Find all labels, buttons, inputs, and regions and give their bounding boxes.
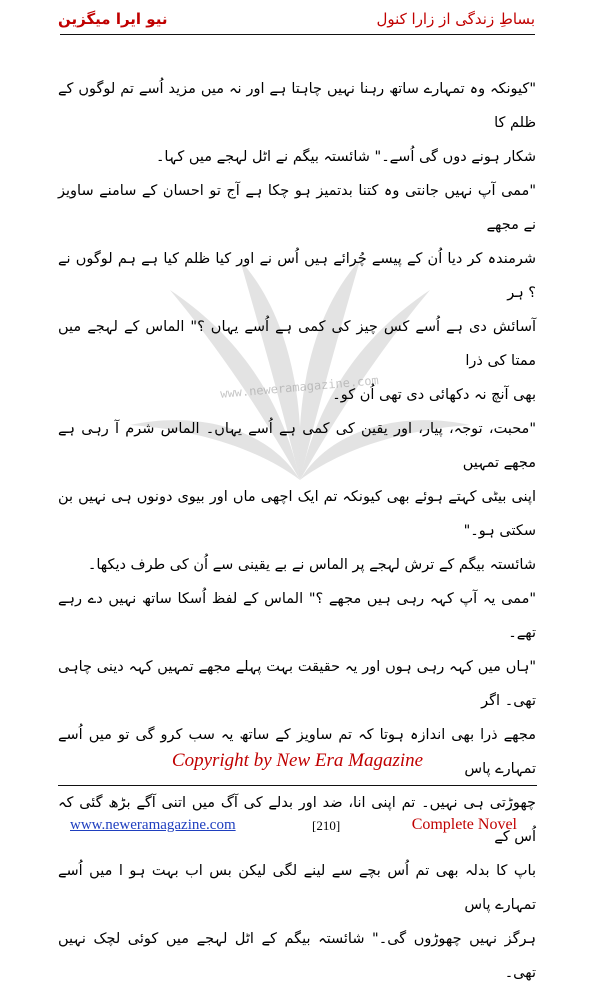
section-label: Complete Novel	[411, 816, 517, 833]
body-line: "ممی آپ نہیں جانتی وہ کتنا بدتمیز ہو چکا ہے آج تو احسان کے سامنے ساویز نے مجھے	[58, 183, 536, 233]
body-line: "ممی یہ آپ کہہ رہی ہیں مجھے ؟" الماس کے لفظ اُسکا ساتھ نہیں دے رہے تھے۔	[58, 591, 536, 641]
novel-title: بساطِ زندگی از زارا کنول	[376, 10, 535, 28]
body-line: "کیونکہ وہ تمہارے ساتھ رہنا نہیں چاہتا ہے اور نہ میں مزید اُسے تم لوگوں کے ظلم کا	[58, 81, 536, 131]
copyright-notice: Copyright by New Era Magazine	[171, 750, 424, 771]
magazine-name: نیو ایرا میگزین	[58, 10, 168, 28]
body-line: چھوڑتی ہی نہیں۔ تم اپنی انا، ضد اور بدلے کی آگ میں اتنی آگے بڑھ گئی کہ اُس کے	[58, 795, 536, 845]
body-line: "محبت، توجہ، پیار، اور یقین کی کمی ہے اُسے یہاں۔ الماس شرم آ رہی ہے مجھے تمہیں	[58, 421, 536, 471]
header-divider	[60, 34, 535, 35]
body-line: آسائش دی ہے اُسے کس چیز کی کمی ہے اُسے یہاں ؟" الماس کے لہجے میں ممتا کی ذرا	[58, 319, 536, 369]
body-line: ہرگز نہیں چھوڑوں گی۔" شائستہ بیگم کے اٹل لہجے میں کوئی لچک نہیں تھی۔	[58, 931, 536, 981]
website-link[interactable]: www.neweramagazine.com	[70, 817, 236, 833]
novel-body-text	[58, 72, 536, 990]
body-line: بھی آنچ نہ دکھائی دی تھی اُن کو۔	[332, 387, 536, 403]
footer-divider	[58, 785, 537, 786]
body-line: شرمندہ کر دیا اُن کے پیسے چُرائے ہیں اُس نے اور کیا ظلم کیا ہے ہم لوگوں نے ؟ ہر	[58, 251, 536, 301]
body-line: مجھے ذرا بھی اندازہ ہوتا کہ تم ساویز کے ساتھ یہ سب کرو گی تو میں اُسے تمہارے پاس	[58, 727, 536, 777]
body-line: "ہاں میں کہہ رہی ہوں اور یہ حقیقت بہت پہلے مجھے تمہیں کہہ دینی چاہی تھی۔ اگر	[58, 659, 536, 709]
page-header	[0, 0, 595, 44]
page-number: [210]	[312, 818, 341, 833]
body-line: اپنی بیٹی کہتے ہوئے بھی کیونکہ تم ایک اچھی ماں اور بیوی دونوں ہی نہیں بن سکتی ہو۔"	[58, 489, 536, 539]
body-line: باپ کا بدلہ بھی تم اُس بچے سے لینے لگی لیکن بس اب بہت ہو ا میں اُسے تمہارے پاس	[58, 863, 536, 913]
body-line: شائستہ بیگم کے ترش لہجے پر الماس نے بے یقینی سے اُن کی طرف دیکھا۔	[87, 557, 536, 573]
body-line: شکار ہونے دوں گی اُسے۔" شائستہ بیگم نے اٹل لہجے میں کہا۔	[155, 149, 536, 165]
watermark-url: www.neweramagazine.com	[219, 373, 380, 401]
